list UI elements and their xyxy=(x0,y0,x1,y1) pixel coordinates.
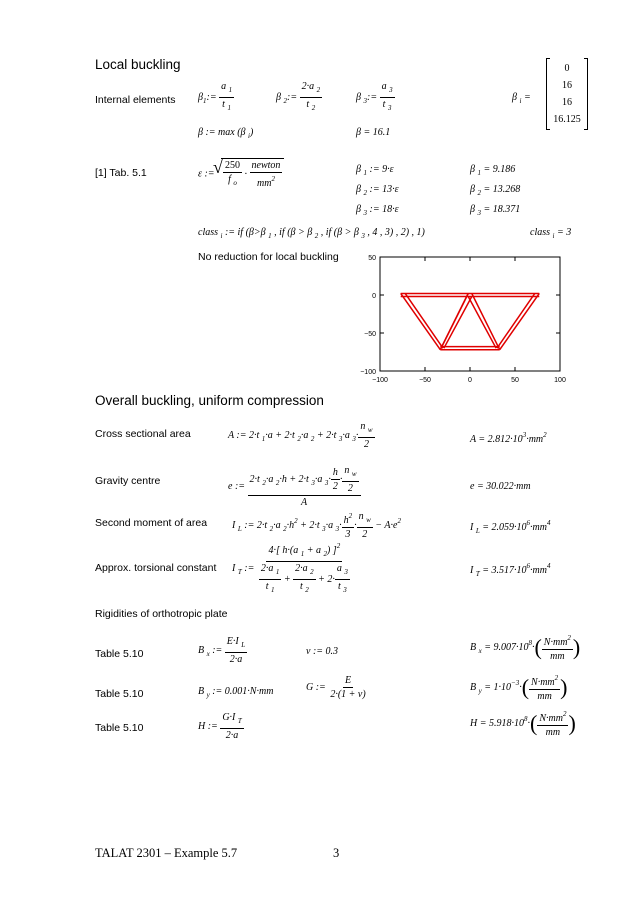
value-class: class $_i$ = 3 xyxy=(530,227,572,240)
section-overall-buckling: Overall buckling, uniform compression xyxy=(95,393,324,408)
label-internal-elements: Internal elements xyxy=(95,94,176,106)
formula-class: class $_i$ := if (β>β $_1$ , if (β > β $_2$ , if (β > β $_3$ , 4 , 3) , 2) , 1) xyxy=(198,227,425,240)
y-tick-label: −50 xyxy=(364,331,376,338)
x-tick-label: −100 xyxy=(372,377,388,384)
formula-beta-value: β = 16.1 xyxy=(356,127,391,138)
label-cross-section: Cross sectional area xyxy=(95,428,191,440)
formula-Bx: B $_x$ := $\frac{E\cdot I _L}{2\cdot a}$ xyxy=(198,636,246,665)
label-table-510-c: Table 5.10 xyxy=(95,722,144,734)
formula-By: B $_y$ := 0.001·N·mm xyxy=(198,686,274,699)
section-line xyxy=(472,293,500,349)
formula-H: H := $\frac{G\cdot I _T}{2\cdot a}$ xyxy=(198,712,242,741)
beta-vector xyxy=(546,58,588,130)
value-By: B $_y = 1\cdot 10^{-3}\cdot$( $\frac{N\cdot mm^2}{mm}$ ) xyxy=(470,674,568,702)
formula-IL: I $_L$ := 2·t $_2$·a $_2\cdot h^2 + 2\cdot t$ $_3$·a $_3$· $\frac{h^2}{3}$ · $\frac{n _w}{2}$ − $A\cdot e^2$ xyxy=(232,511,401,540)
cross-section-plot xyxy=(340,248,580,388)
x-tick-label: −50 xyxy=(419,377,431,384)
formula-beta1: $\beta_1:=$ $\frac{a _1}{t _1}$ xyxy=(198,81,233,112)
value-e: e = 30.022·mm xyxy=(470,481,531,492)
label-second-moment: Second moment of area xyxy=(95,517,208,529)
y-tick-label: 50 xyxy=(368,255,376,262)
formula-G: G := $\frac{E}{2\cdot(1 + \nu)}$ xyxy=(306,675,366,700)
section-line xyxy=(440,293,468,349)
section-local-buckling: Local buckling xyxy=(95,57,181,72)
value-IL: I $_L = 2.059\cdot 10^6\cdot mm^4$ xyxy=(470,519,551,535)
x-tick-label: 50 xyxy=(511,377,519,384)
section-rigidities: Rigidities of orthotropic plate xyxy=(95,608,228,620)
value-b2: β $_2$ = 13.268 xyxy=(470,184,521,197)
section-line xyxy=(497,293,535,348)
formula-e: e := 2·t $_2$·a $_2$·h + 2·t $_3$·a $_3$· $\frac{h}{2}$ · $\frac{n _w}{2}$ A xyxy=(228,464,361,509)
beta-vector-2: 16 xyxy=(562,97,572,108)
formula-epsilon: ε := √ $\frac{250}{f _o}$ · $\frac{\text{newton}}{mm^2}$ xyxy=(198,158,284,190)
plot-frame xyxy=(380,257,560,371)
value-IT: I $_T = 3.517\cdot 10^6\cdot mm^4$ xyxy=(470,562,551,578)
x-tick-label: 100 xyxy=(554,377,566,384)
footer-title: TALAT 2301 – Example 5.7 xyxy=(95,846,238,860)
label-table-510-b: Table 5.10 xyxy=(95,688,144,700)
section-line xyxy=(500,293,540,349)
value-A: $A = 2.812\cdot 10^3\cdot mm^2$ xyxy=(470,431,547,445)
formula-beta-max: β := max (β $_i$) xyxy=(198,127,254,140)
footer-page-number: 3 xyxy=(333,846,340,860)
section-line xyxy=(444,297,472,349)
formula-nu: ν := 0.3 xyxy=(306,646,339,657)
label-gravity-centre: Gravity centre xyxy=(95,475,161,487)
y-tick-label: −100 xyxy=(360,369,376,376)
beta-vector-3: 16.125 xyxy=(553,114,581,125)
value-Bx: B $_x = 9.007\cdot 10^8\cdot$( $\frac{N\cdot mm^2}{mm}$ ) xyxy=(470,634,581,662)
formula-beta3: β $_3$:= $\frac{a _3}{t _3}$ xyxy=(356,81,393,112)
section-line xyxy=(405,293,443,348)
formula-beta-i: β $_i$ = xyxy=(512,92,531,105)
label-tab-ref: [1] Tab. 5.1 xyxy=(95,167,147,179)
value-b3: β $_3$ = 18.371 xyxy=(470,204,521,217)
section-line xyxy=(401,293,441,349)
formula-IT: I $_T$ := 4·[ h·(a $_1$ + a $_2$) ]$^2$ $\frac{2\cdot a _1}{t _1}$ + $\frac{2\cdot a _2}{t _2}$ + 2· $\frac{a _3}{t _3}$ xyxy=(232,542,348,594)
x-tick-label: 0 xyxy=(468,377,472,384)
formula-beta2: β $_2$:= $\frac{2\cdot a _2}{t _2}$ xyxy=(276,81,321,112)
label-table-510-a: Table 5.10 xyxy=(95,648,144,660)
y-tick-label: 0 xyxy=(372,293,376,300)
value-H: $H = 5.918\cdot 10^8\cdot$( $\frac{N\cdot mm^2}{mm}$ ) xyxy=(470,710,576,738)
value-b1: β $_1$ = 9.186 xyxy=(470,164,516,177)
formula-b2: β $_2$ := 13·ε xyxy=(356,184,399,197)
beta-vector-1: 16 xyxy=(562,80,572,91)
formula-b1: β $_1$ := 9·ε xyxy=(356,164,394,177)
label-torsional: Approx. torsional constant xyxy=(95,562,217,574)
formula-b3: β $_3$ := 18·ε xyxy=(356,204,399,217)
note-no-reduction: No reduction for local buckling xyxy=(198,251,339,263)
beta-vector-0: 0 xyxy=(564,63,570,74)
formula-A: A := 2·t $_1$·a + 2·t $_2$·a $_2$ + 2·t $_3$·a $_3$· $\frac{n _w}{2}$ xyxy=(228,421,373,450)
section-line xyxy=(468,297,496,349)
